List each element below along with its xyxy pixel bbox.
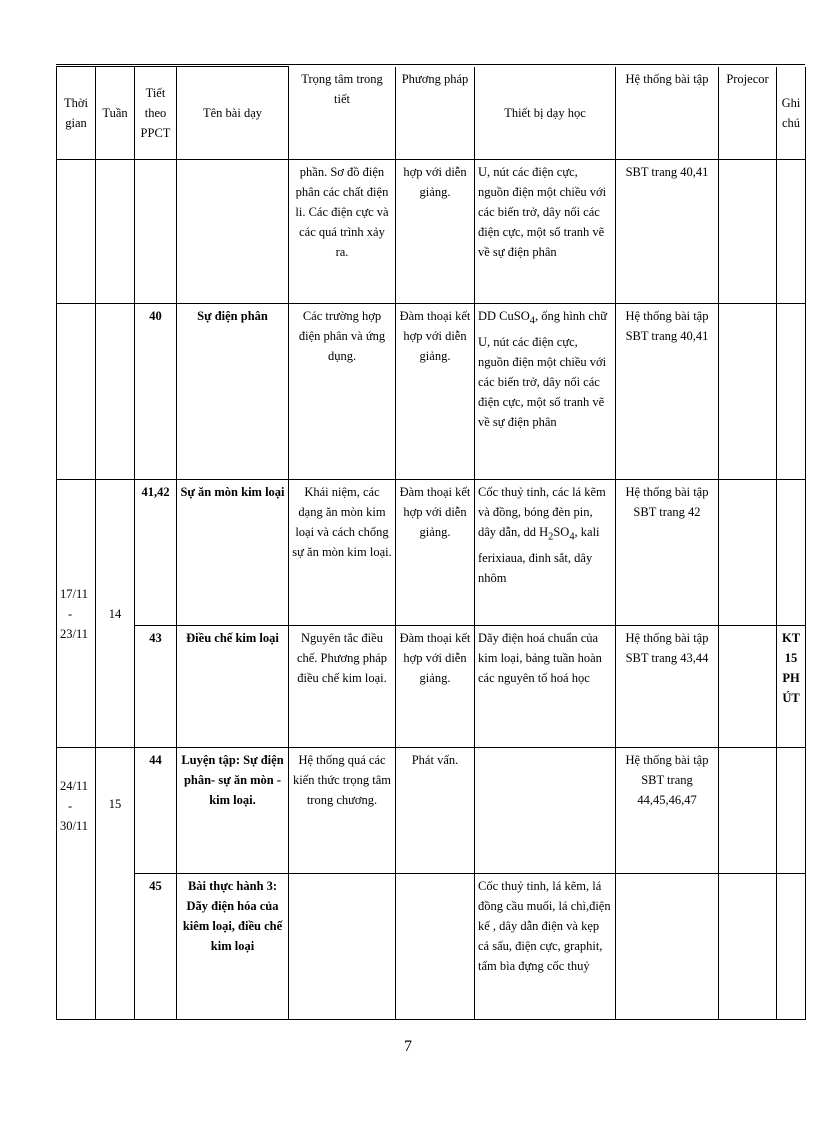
notes-cell: [777, 874, 806, 1020]
notes-cell: [777, 160, 806, 304]
period-cell: 41,42: [135, 480, 177, 626]
equipment-cell: U, nút các điện cực, nguồn điện một chiều với các biến trở, dây nối các điện cực, một số tranh vẽ về sự điện phân: [475, 160, 616, 304]
period-cell: 40: [135, 304, 177, 480]
lesson-cell: Bài thực hành 3: Dãy điện hóa của kiêm loại, điều chế kim loại: [177, 874, 289, 1020]
table-row: [57, 748, 806, 874]
focus-cell: Hệ thống quá các kiến thức trọng tâm trong chương.: [289, 748, 396, 874]
time-end: 30/11: [60, 819, 89, 833]
period-cell: 43: [135, 626, 177, 748]
table-top-rule: [56, 64, 805, 65]
time-start: 24/11: [60, 779, 89, 793]
time-cell: [57, 748, 96, 1020]
period-cell: 45: [135, 874, 177, 1020]
header-lesson: Tên bài dạy: [177, 67, 289, 160]
week-cell: 14: [96, 480, 135, 748]
table-row: [57, 304, 806, 480]
exercises-cell: Hệ thống bài tập SBT trang 44,45,46,47: [616, 748, 719, 874]
exercises-cell: SBT trang 40,41: [616, 160, 719, 304]
method-cell: Đàm thoại kết hợp với diễn giảng.: [396, 304, 475, 480]
exercises-cell: Hệ thống bài tập SBT trang 42: [616, 480, 719, 626]
equipment-cell: [475, 304, 616, 480]
exercises-cell: Hệ thống bài tập SBT trang 40,41: [616, 304, 719, 480]
notes-cell: [777, 748, 806, 874]
header-equipment: Thiết bị dạy học: [475, 67, 616, 160]
projector-cell: [719, 160, 777, 304]
subscript: 4: [569, 531, 575, 543]
note-line: ÚT: [782, 691, 800, 705]
focus-cell: [289, 874, 396, 1020]
lesson-cell: [177, 160, 289, 304]
equipment-text: Cốc thuỷ tinh, các lá kẽm và đồng, bóng đèn pin, dây dẫn, dd H: [478, 485, 606, 539]
lesson-cell: Luyện tập: Sự điện phân- sự ăn mòn - kim loại.: [177, 748, 289, 874]
page-number: 7: [404, 1038, 412, 1055]
method-cell: Phát vấn.: [396, 748, 475, 874]
projector-cell: [719, 874, 777, 1020]
header-focus: Trọng tâm trong tiết: [289, 67, 396, 160]
equipment-cell: [475, 480, 616, 626]
projector-cell: [719, 304, 777, 480]
header-method: Phương pháp: [396, 67, 475, 160]
exercises-cell: [616, 874, 719, 1020]
equipment-text: SO: [553, 525, 570, 539]
focus-cell: phần. Sơ đồ điện phân các chất điện li. Các điện cực và các quá trình xảy ra.: [289, 160, 396, 304]
period-cell: 44: [135, 748, 177, 874]
note-line: PH: [782, 671, 800, 685]
notes-cell: [777, 480, 806, 626]
time-cell: [57, 480, 96, 748]
subscript: 4: [529, 315, 535, 327]
method-cell: [396, 874, 475, 1020]
equipment-text: , kali ferixiaua, đinh sắt, dây nhôm: [478, 525, 600, 585]
focus-cell: Khái niệm, các dạng ăn mòn kim loại và cách chống sự ăn mòn kim loại.: [289, 480, 396, 626]
header-projector: Projecor: [719, 67, 777, 160]
projector-cell: [719, 748, 777, 874]
header-week: Tuần: [96, 67, 135, 160]
notes-cell: [777, 626, 806, 748]
projector-cell: [719, 480, 777, 626]
lesson-cell: Sự điện phân: [177, 304, 289, 480]
focus-cell: Nguyên tắc điều chế. Phương pháp điều chế kim loại.: [289, 626, 396, 748]
header-period: Tiết theo PPCT: [135, 67, 177, 160]
lesson-plan-table: [56, 66, 806, 1020]
week-cell: [96, 304, 135, 480]
header-time: Thời gian: [57, 67, 96, 160]
focus-cell: Các trường hợp điện phân và ứng dụng.: [289, 304, 396, 480]
equipment-cell: Dãy điện hoá chuẩn của kim loại, bảng tuần hoàn các nguyên tố hoá học: [475, 626, 616, 748]
lesson-cell: Điều chế kim loại: [177, 626, 289, 748]
header-exercises: Hệ thống bài tập: [616, 67, 719, 160]
method-cell: hợp với diễn giảng.: [396, 160, 475, 304]
note-line: KT: [781, 631, 801, 645]
time-sep: -: [68, 799, 73, 813]
equipment-cell: Cốc thuỷ tinh, lá kẽm, lá đồng cầu muối, lá chì,điện kế , dây dẫn điện và kẹp cá sấu, điện cực, graphit, tấm bìa đựng cốc thuỷ: [475, 874, 616, 1020]
table-row: [57, 874, 806, 1020]
lesson-cell: Sự ăn mòn kim loại: [177, 480, 289, 626]
table-row: [57, 480, 806, 626]
subscript: 2: [548, 531, 554, 543]
time-cell: [57, 304, 96, 480]
time-cell: [57, 160, 96, 304]
method-cell: Đàm thoại kết hợp với diễn giảng.: [396, 626, 475, 748]
time-sep: -: [68, 606, 73, 621]
period-cell: [135, 160, 177, 304]
week-cell: [96, 160, 135, 304]
note-line: 15: [784, 651, 798, 665]
method-cell: Đàm thoại kết hợp với diễn giảng.: [396, 480, 475, 626]
time-end: 23/11: [60, 626, 89, 641]
equipment-cell: [475, 748, 616, 874]
projector-cell: [719, 626, 777, 748]
week-cell: 15: [96, 748, 135, 1020]
equipment-text: , ống hình chữ U, nút các điện cực, nguồn điện một chiều với các biến trở, dây nối các điện cực, một số tranh vẽ về sự điện phân: [478, 309, 607, 429]
table-header-row: [57, 67, 806, 160]
exercises-cell: Hệ thống bài tập SBT trang 43,44: [616, 626, 719, 748]
table-row: [57, 160, 806, 304]
header-notes: Ghi chú: [777, 67, 806, 160]
equipment-text: DD CuSO: [478, 309, 530, 323]
table-row: [57, 626, 806, 748]
time-start: 17/11: [60, 586, 89, 601]
notes-cell: [777, 304, 806, 480]
